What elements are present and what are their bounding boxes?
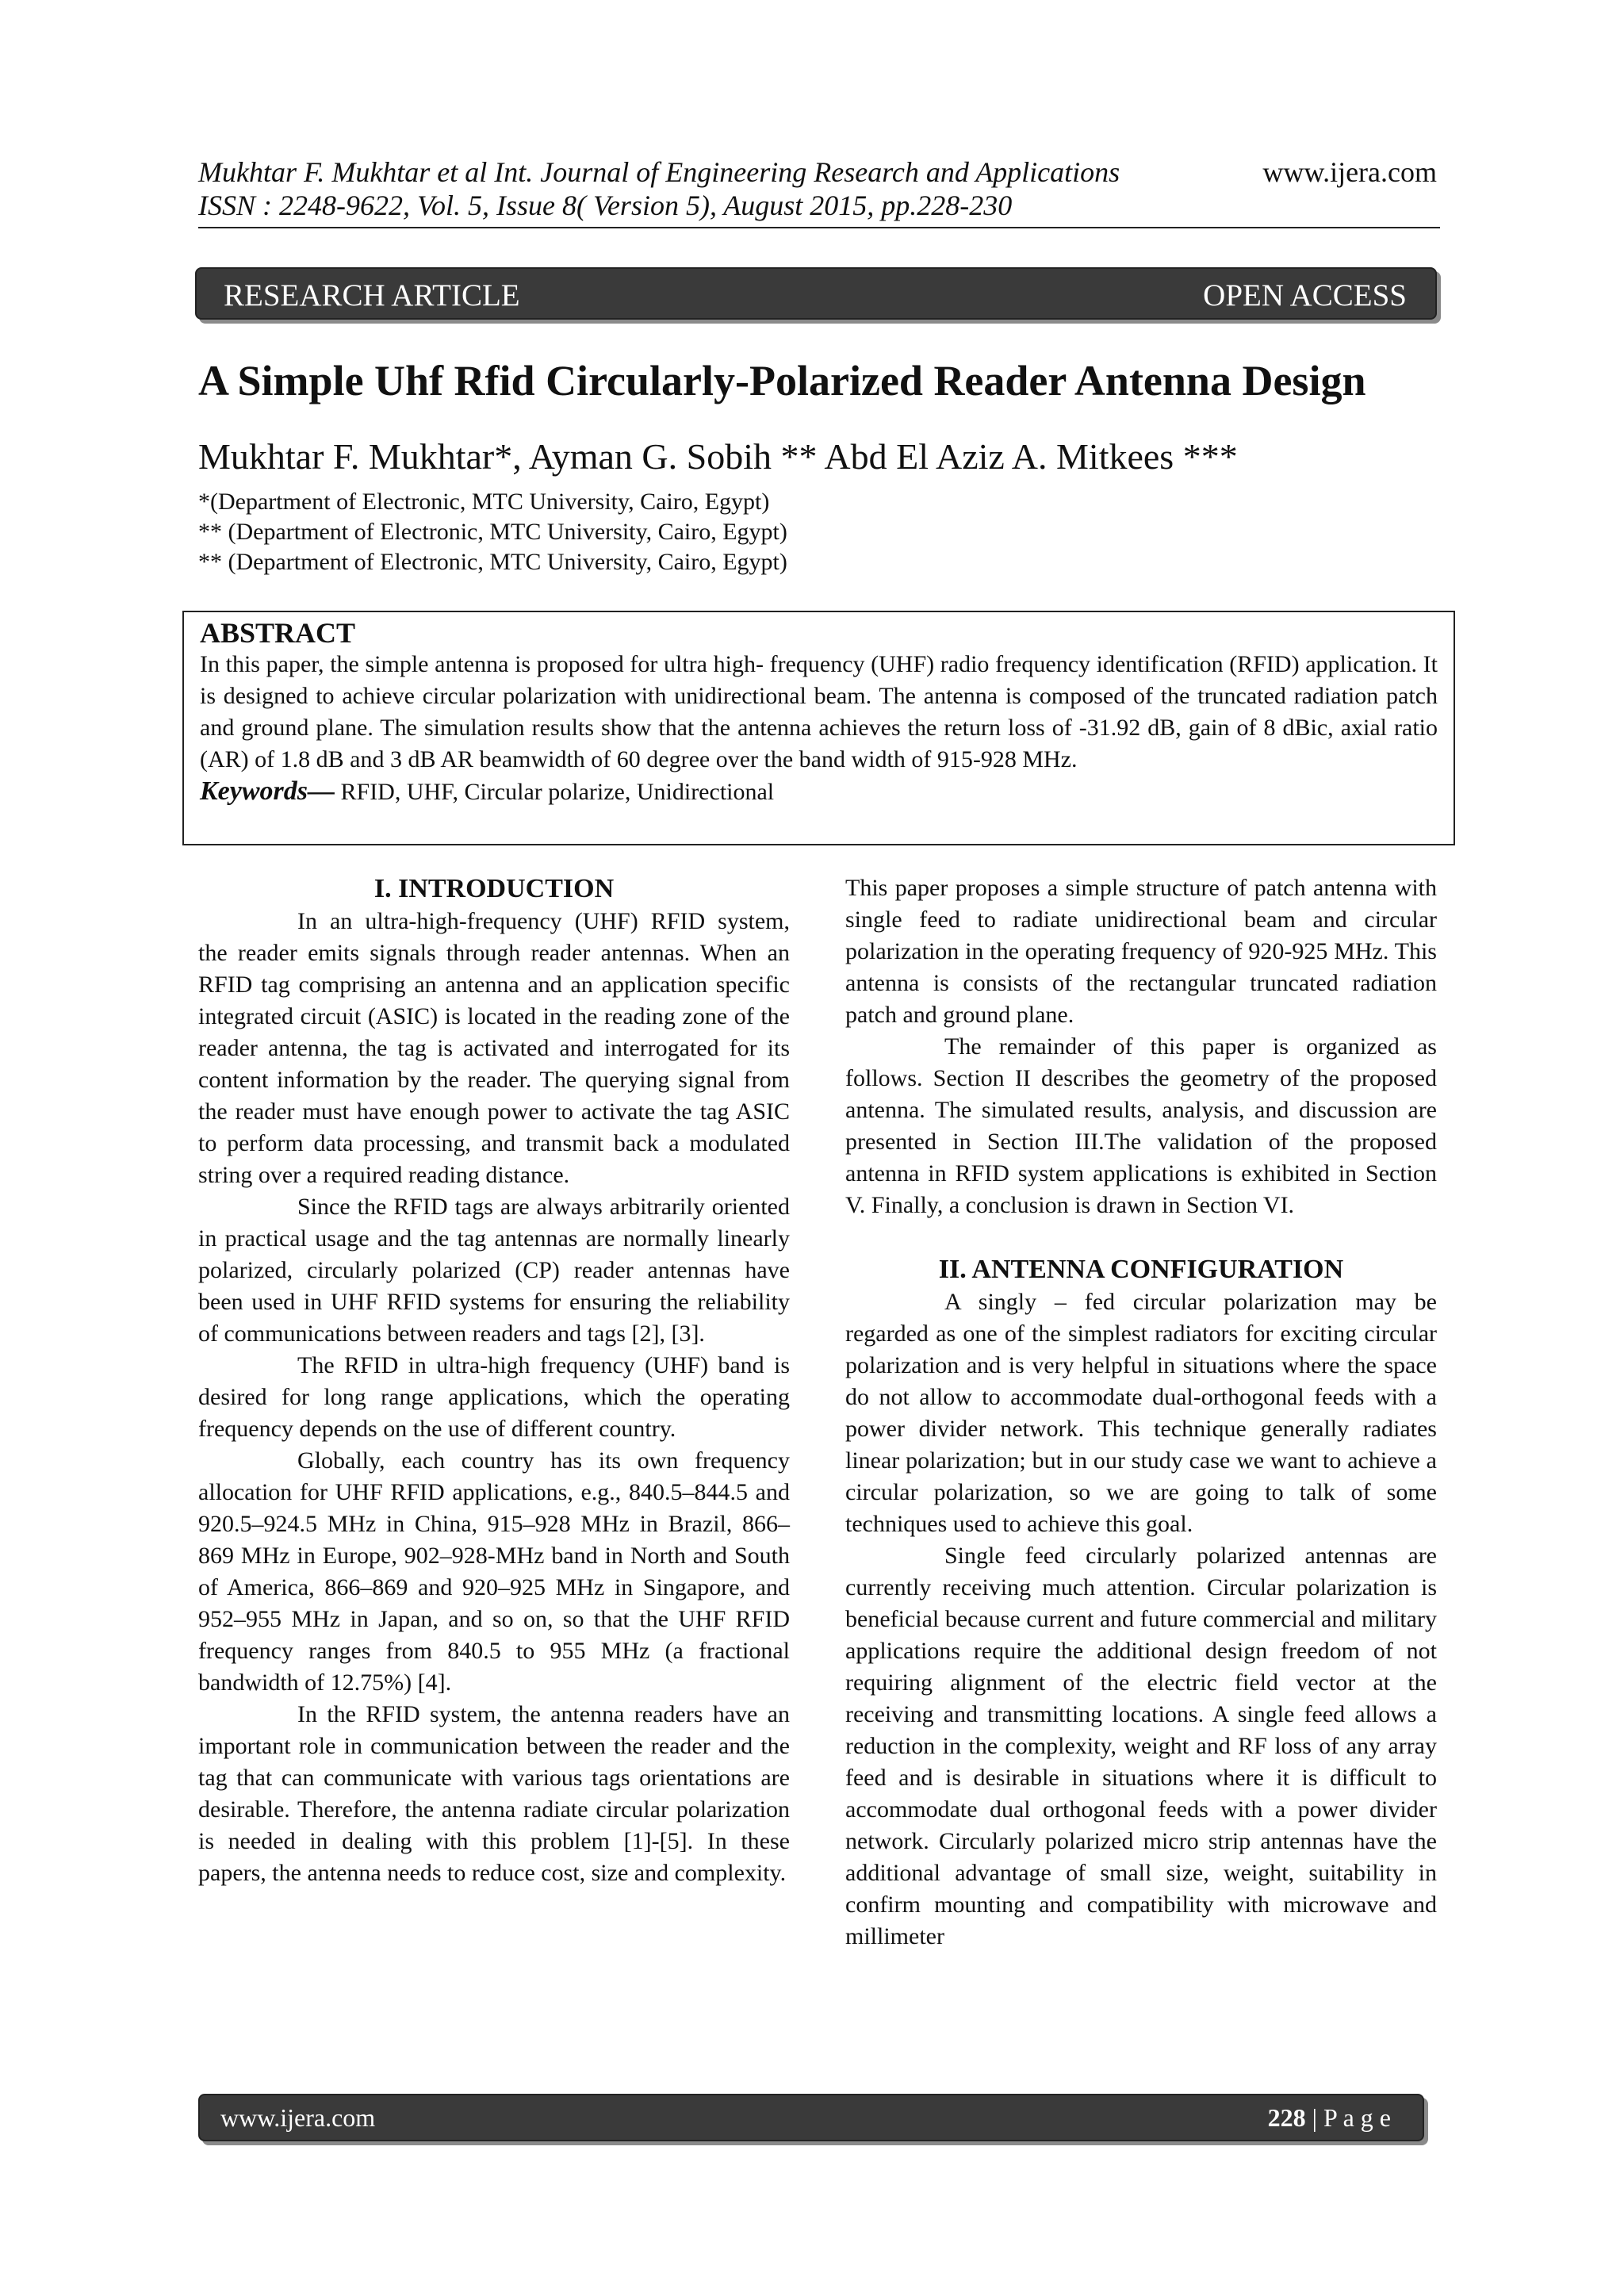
page-footer <box>198 2094 1424 2141</box>
journal-line: Mukhtar F. Mukhtar et al Int. Journal of Engineering Research and Applications <box>198 156 1120 188</box>
footer-website-link[interactable]: www.ijera.com <box>220 2103 376 2132</box>
config-paragraph-1: A singly – fed circular polarization may be regarded as one of the simplest radiators for exciting circular polarization and is very helpful in situations where the space do not allow to accommodate dual-orthogonal feeds with a power divider network. This technique generally radiates linear polarization; but in our study case we want to achieve a circular polarization, so we are going to talk of some techniques used to achieve this goal. <box>845 1289 1437 1537</box>
intro-paragraph-1: In an ultra-high-frequency (UHF) RFID system, the reader emits signals through reader antennas. When an RFID tag comprising an antenna and an application specific integrated circuit (ASIC) is located in the reading zone of the reader antenna, the tag is activated and interrogated for its content information by the reader. The querying signal from the reader must have enough power to activate the tag ASIC to perform data processing, and transmit back a modulated string over a required reading distance. <box>198 908 790 1188</box>
intro-paragraph-2: Since the RFID tags are always arbitrarily oriented in practical usage and the tag antennas are normally linearly polarized, circularly polarized (CP) reader antennas have been used in UHF RFID systems for ensuring the reliability of communications between readers and tags [2], [3]. <box>198 1194 790 1347</box>
header-divider <box>198 227 1440 228</box>
intro-paragraph-4: Globally, each country has its own frequency allocation for UHF RFID applications, e.g., 840.5–844.5 and 920.5–924.5 MHz in China, 915–928 MHz in Brazil, 866–869 MHz in Europe, 902–928-MHz band in North and South of America, 866–869 and 920–925 MHz in Singapore, and 952–955 MHz in Japan, and so on, so that the UHF RFID frequency ranges from 840.5 to 955 MHz (a fractional bandwidth of 12.75%) [4]. <box>198 1447 790 1696</box>
keywords-list: RFID, UHF, Circular polarize, Unidirectional <box>335 779 775 805</box>
running-header <box>198 155 1229 222</box>
left-column <box>198 872 790 1889</box>
affiliation-3: ** (Department of Electronic, MTC University, Cairo, Egypt) <box>198 549 787 575</box>
affiliation-1: *(Department of Electronic, MTC University, Cairo, Egypt) <box>198 489 770 515</box>
right-column <box>845 872 1437 1953</box>
article-type-banner <box>195 267 1437 320</box>
keywords-label: Keywords— <box>200 776 335 806</box>
config-paragraph-2: Single feed circularly polarized antennas are currently receiving much attention. Circular polarization is beneficial because current and future commercial and military applications require the additional design freedom of not requiring alignment of the electric field vector at the receiving and transmitting locations. A single feed allows a reduction in the complexity, weight and RF loss of any array feed and is desirable in situations where it is difficult to accommodate dual orthogonal feeds with a power divider network. Circularly polarized micro strip antennas have the additional advantage of small size, weight, suitability in confirm mounting and compatibility with microwave and millimeter <box>845 1543 1437 1949</box>
right-paragraph-2: The remainder of this paper is organized as follows. Section II describes the geometry of the proposed antenna. The simulated results, analysis, and discussion are presented in Section III.The validation of the proposed antenna in RFID system applications is exhibited in Section V. Finally, a conclusion is drawn in Section VI. <box>845 1033 1437 1218</box>
section-spacer <box>845 1221 1437 1253</box>
right-paragraph-1: This paper proposes a simple structure of patch antenna with single feed to radiate unidirectional beam and circular polarization in the operating frequency of 920-925 MHz. This antenna is consists of the rectangular truncated radiation patch and ground plane. <box>845 875 1437 1028</box>
keywords-line <box>200 776 1438 808</box>
affiliation-2: ** (Department of Electronic, MTC University, Cairo, Egypt) <box>198 519 787 545</box>
issn-line: ISSN : 2248-9622, Vol. 5, Issue 8( Version 5), August 2015, pp.228-230 <box>198 190 1013 221</box>
paper-title: A Simple Uhf Rfid Circularly-Polarized Reader Antenna Design <box>198 357 1366 404</box>
access-label: OPEN ACCESS <box>1203 278 1407 312</box>
configuration-heading: II. ANTENNA CONFIGURATION <box>938 1255 1344 1284</box>
introduction-heading: I. INTRODUCTION <box>373 874 615 903</box>
page-label: | P a g e <box>1305 2103 1391 2132</box>
abstract-text: In this paper, the simple antenna is proposed for ultra high- frequency (UHF) radio frequency identification (RFID) application. It is designed to achieve circular polarization with unidirectional beam. The antenna is composed of the truncated radiation patch and ground plane. The simulation results show that the antenna achieves the return loss of -31.92 dB, gain of 8 dBic, axial ratio (AR) of 1.8 dB and 3 dB AR beamwidth of 60 degree over the band width of 915-928 MHz. <box>200 651 1438 772</box>
page-number: 228 <box>1267 2103 1306 2132</box>
paper-authors: Mukhtar F. Mukhtar*, Ayman G. Sobih ** Abd El Aziz A. Mitkees *** <box>198 436 1238 477</box>
abstract-box <box>182 611 1455 845</box>
header-website-link[interactable]: www.ijera.com <box>1262 156 1437 188</box>
article-type-label: RESEARCH ARTICLE <box>224 278 520 312</box>
intro-paragraph-5: In the RFID system, the antenna readers have an important role in communication between the reader and the tag that can communicate with various tags orientations are desirable. Therefore, the antenna radiate circular polarization is needed in dealing with this problem [1]-[5]. In these papers, the antenna needs to reduce cost, size and complexity. <box>198 1701 790 1886</box>
abstract-heading: ABSTRACT <box>200 617 356 649</box>
page-indicator <box>1268 2103 1391 2133</box>
intro-paragraph-3: The RFID in ultra-high frequency (UHF) band is desired for long range applications, which the operating frequency depends on the use of different country. <box>198 1352 790 1442</box>
